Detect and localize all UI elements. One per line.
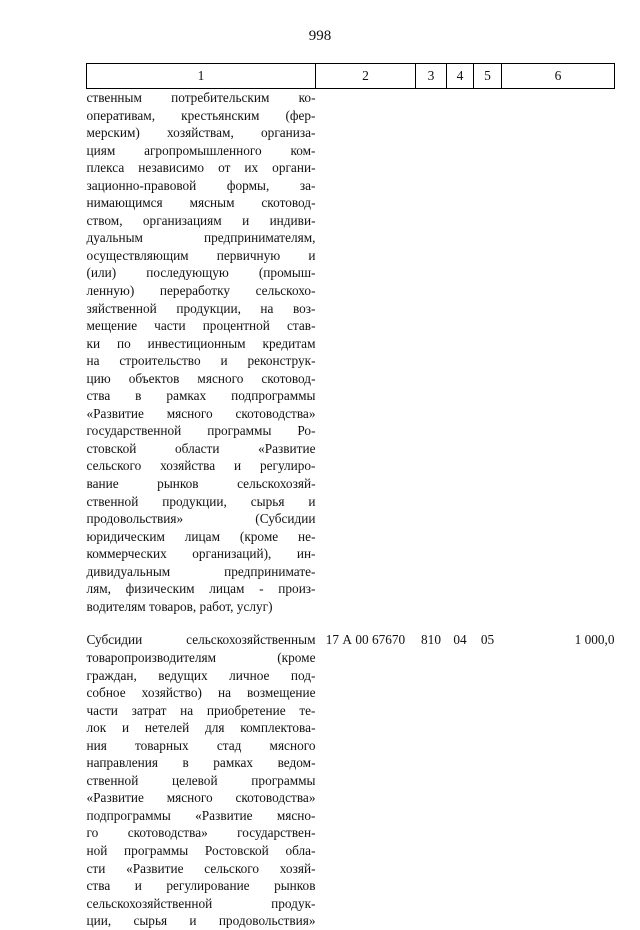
description-line: плекса независимо от их органи-	[86, 160, 316, 176]
description-line: мещение части процентной став-	[86, 318, 316, 334]
description-line: юридическим лицам (кроме не-	[86, 528, 316, 544]
description-line: ства в рамках подпрограммы	[86, 388, 316, 404]
description-line: оперативам, крестьянским (фер-	[86, 107, 316, 123]
row-description	[87, 89, 316, 616]
description-line: зяйственной продукции, на воз-	[86, 300, 316, 316]
description-line: ленную) переработку сельскохо-	[86, 283, 316, 299]
description-line: ной программы Ростовской обла-	[86, 842, 316, 858]
description-line: сельскохозяйственной продук-	[86, 895, 316, 911]
description-line: цию объектов мясного скотовод-	[86, 370, 316, 386]
row-amount	[502, 89, 615, 616]
description-line: части затрат на приобретение те-	[86, 702, 316, 718]
row-spacer	[87, 615, 615, 631]
description-line: граждан, ведущих личное под-	[86, 667, 316, 683]
row-section: 04	[453, 632, 467, 648]
description-line: ства и регулирование рынков	[86, 878, 316, 894]
description-line: направления в рамках ведом-	[86, 755, 316, 771]
description-line: сельского хозяйства и регулиро-	[86, 458, 316, 474]
description-line: товаропроизводителям (кроме	[86, 649, 316, 665]
row-amount: 1 000,0	[574, 632, 615, 648]
description-line: «Развитие мясного скотоводства»	[86, 405, 316, 421]
description-line: водителям товаров, работ, услуг)	[86, 598, 273, 614]
column-header-5: 5	[474, 64, 502, 89]
table-row	[87, 89, 615, 616]
column-header-1: 1	[87, 64, 316, 89]
description-line: дивидуальным предпринимате-	[86, 563, 316, 579]
column-number-header-row	[87, 64, 615, 89]
column-header-4: 4	[447, 64, 474, 89]
description-line: ции, сырья и продовольствия»	[86, 913, 316, 929]
page-number: 998	[308, 28, 332, 44]
row-subsection: 05	[480, 632, 495, 648]
description-line: сти «Развитие сельского хозяй-	[86, 860, 316, 876]
description-line: ния товарных стад мясного	[86, 737, 316, 753]
description-line: подпрограммы «Развитие мясно-	[86, 807, 316, 823]
description-line: вание рынков сельскохозяй-	[86, 476, 316, 492]
description-line: ственным потребительским ко-	[86, 90, 316, 105]
row-code: 17 А 00 67670	[325, 632, 406, 648]
description-line: нимающимся мясным скотовод-	[86, 195, 316, 211]
description-line: собное хозяйство) на возмещение	[86, 685, 316, 701]
row-section	[447, 89, 474, 616]
row-subsection	[474, 89, 502, 616]
row-expense-type	[416, 89, 447, 616]
description-line: циям агропромышленного ком-	[86, 142, 316, 158]
description-line: ством, организациям и индиви-	[86, 212, 316, 228]
description-line: ственной продукции, сырья и	[86, 493, 316, 509]
description-line: ственной целевой программы	[86, 772, 316, 788]
description-line: лям, физическим лицам - произ-	[86, 581, 316, 597]
description-line: «Развитие мясного скотоводства»	[86, 790, 316, 806]
description-line: коммерческих организаций), ин-	[86, 546, 316, 562]
row-expense-type: 810	[421, 632, 441, 648]
description-line: на строительство и реконструк-	[86, 353, 316, 369]
description-line: лок и нетелей для комплектова-	[86, 720, 316, 736]
description-line: зационно-правовой формы, за-	[86, 177, 316, 193]
column-header-2: 2	[316, 64, 416, 89]
description-line: Субсидии сельскохозяйственным	[86, 632, 316, 648]
row-description	[87, 631, 316, 929]
description-line: (или) последующую (промыш-	[86, 265, 316, 281]
description-line: мерским) хозяйствам, организа-	[86, 125, 316, 141]
description-line: государственной программы Ро-	[86, 423, 316, 439]
row-code	[316, 89, 416, 616]
description-line: дуальным предпринимателям,	[86, 230, 316, 246]
description-line: продовольствия» (Субсидии	[86, 511, 316, 527]
description-line: ки по инвестиционным кредитам	[86, 335, 316, 351]
description-line: осуществляющим первичную и	[86, 247, 316, 263]
description-line: го скотоводства» государствен-	[86, 825, 316, 841]
column-header-6: 6	[502, 64, 615, 89]
description-line: стовской области «Развитие	[86, 440, 316, 456]
budget-table	[86, 63, 615, 930]
column-header-3: 3	[416, 64, 447, 89]
table-row	[87, 631, 615, 929]
